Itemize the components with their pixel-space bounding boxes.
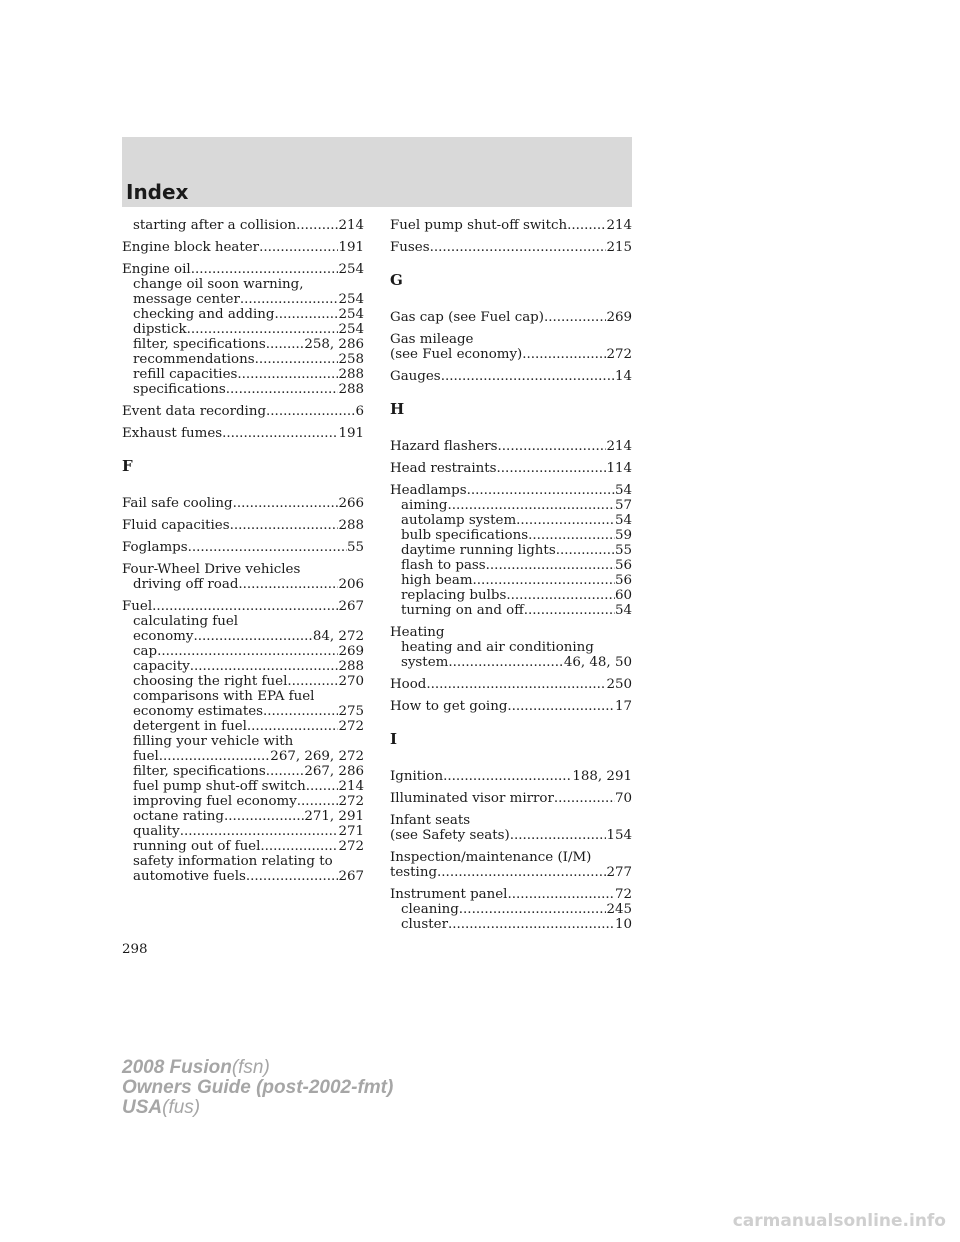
index-subentry <box>122 367 364 382</box>
index-heading <box>390 369 632 384</box>
entry-text: Gas cap (see Fuel cap) <box>390 310 544 325</box>
index-entry <box>390 439 632 454</box>
entry-text: (see Safety seats) <box>390 828 510 843</box>
index-entry <box>122 240 364 255</box>
entry-text: dipstick <box>133 322 187 337</box>
dot-leader <box>528 528 615 543</box>
page-reference[interactable]: 214 <box>606 439 632 454</box>
page-reference[interactable]: 272 <box>606 347 632 362</box>
dot-leader <box>437 865 606 880</box>
index-subentry <box>390 573 632 588</box>
dot-leader <box>152 599 338 614</box>
index-heading <box>122 518 364 533</box>
index-subentry <box>122 704 364 719</box>
page-reference[interactable]: 55 <box>346 540 364 555</box>
index-subentry <box>390 498 632 513</box>
footer-model-code: (fsn) <box>231 1057 270 1078</box>
entry-text: comparisons with EPA fuel <box>133 689 315 704</box>
index-column-left <box>122 218 364 891</box>
index-heading <box>122 240 364 255</box>
entry-text: high beam <box>401 573 473 588</box>
index-entry <box>122 599 364 884</box>
index-subentry <box>122 824 364 839</box>
page-reference[interactable]: 267, 286 <box>304 764 364 779</box>
entry-text: Gauges <box>390 369 441 384</box>
dot-leader <box>497 461 607 476</box>
page-number: 298 <box>122 942 148 957</box>
index-column-right <box>390 218 632 939</box>
index-section-letter: G <box>390 271 403 289</box>
page-reference[interactable]: 258 <box>338 352 364 367</box>
dot-leader <box>255 352 339 367</box>
footer <box>122 1058 393 1118</box>
index-heading <box>122 496 364 511</box>
watermark: carmanualsonline.info <box>732 1211 946 1231</box>
dot-leader <box>306 779 339 794</box>
index-heading <box>390 347 632 362</box>
index-subentry <box>122 659 364 674</box>
page-reference[interactable]: 188, 291 <box>572 769 632 784</box>
index-heading <box>390 218 632 233</box>
index-heading <box>390 461 632 476</box>
entry-text: improving fuel economy <box>133 794 297 809</box>
entry-text: Headlamps <box>390 483 467 498</box>
page-reference[interactable]: 245 <box>606 902 632 917</box>
page-reference[interactable]: 254 <box>338 322 364 337</box>
page-reference[interactable]: 275 <box>338 704 364 719</box>
dot-leader <box>448 655 564 670</box>
index-entry <box>390 483 632 618</box>
entry-text: bulb specifications <box>401 528 529 543</box>
entry-text: refill capacities <box>133 367 238 382</box>
index-entry <box>122 518 364 533</box>
page-reference[interactable]: 60 <box>614 588 632 603</box>
entry-text: detergent in fuel <box>133 719 247 734</box>
page-reference[interactable]: 46, 48, 50 <box>563 655 632 670</box>
footer-market: USA <box>122 1097 163 1118</box>
footer-line-3 <box>122 1098 393 1118</box>
page-reference[interactable]: 56 <box>614 558 632 573</box>
footer-line-2 <box>122 1078 393 1098</box>
entry-text: Fuel <box>122 599 153 614</box>
dot-leader <box>459 902 607 917</box>
dot-leader <box>448 917 615 932</box>
index-section-letter: I <box>390 730 398 748</box>
dot-leader <box>259 240 338 255</box>
dot-leader <box>266 404 355 419</box>
entry-text: octane rating <box>133 809 224 824</box>
page-reference[interactable]: 6 <box>355 404 364 419</box>
entry-text: daytime running lights <box>401 543 556 558</box>
page-reference[interactable]: 288 <box>338 659 364 674</box>
dot-leader <box>524 603 615 618</box>
index-entry <box>390 310 632 325</box>
dot-leader <box>556 543 615 558</box>
index-heading <box>390 625 632 640</box>
page-reference[interactable]: 269 <box>338 644 364 659</box>
index-subentry <box>122 764 364 779</box>
entry-text: Engine oil <box>122 262 191 277</box>
index-subentry <box>122 218 364 233</box>
footer-guide: Owners Guide (post-2002-fmt) <box>122 1077 394 1098</box>
dot-leader <box>240 292 339 307</box>
page-reference[interactable]: 270 <box>338 674 364 689</box>
index-subentry <box>390 543 632 558</box>
page-reference[interactable]: 55 <box>614 543 632 558</box>
entry-text: Hazard flashers <box>390 439 498 454</box>
dot-leader <box>297 794 339 809</box>
index-entry <box>390 791 632 806</box>
page-reference[interactable]: 267, 269, 272 <box>270 749 364 764</box>
dot-leader <box>180 824 339 839</box>
page-title: Index <box>126 180 189 204</box>
page-reference[interactable]: 272 <box>338 719 364 734</box>
entry-text: cluster <box>401 917 448 932</box>
entry-text: Head restraints <box>390 461 497 476</box>
index-heading <box>390 791 632 806</box>
index-entry <box>390 240 632 255</box>
entry-text: message center <box>133 292 240 307</box>
header-band <box>122 137 632 207</box>
page-reference[interactable]: 54 <box>614 603 632 618</box>
index-heading <box>122 404 364 419</box>
index-entry <box>390 461 632 476</box>
index-entry <box>390 625 632 670</box>
page-reference[interactable]: 272 <box>338 839 364 854</box>
dot-leader <box>247 719 339 734</box>
dot-leader <box>447 498 615 513</box>
index-entry <box>122 562 364 592</box>
entry-text: Engine block heater <box>122 240 260 255</box>
index-section-letter: F <box>122 457 133 475</box>
dot-leader <box>507 887 614 902</box>
footer-model: 2008 Fusion <box>122 1057 232 1078</box>
page-reference[interactable]: 154 <box>606 828 632 843</box>
dot-leader <box>246 869 339 884</box>
index-heading <box>122 599 364 614</box>
entry-text: economy estimates <box>133 704 264 719</box>
index-subentry <box>390 588 632 603</box>
entry-text: choosing the right fuel <box>133 674 288 689</box>
dot-leader <box>486 558 615 573</box>
index-heading <box>390 887 632 902</box>
footer-market-code: (fus) <box>162 1097 201 1118</box>
index-subentry <box>122 644 364 659</box>
dot-leader <box>193 629 312 644</box>
dot-leader <box>260 839 338 854</box>
page-reference[interactable]: 57 <box>614 498 632 513</box>
page-reference[interactable]: 254 <box>338 292 364 307</box>
page-reference[interactable]: 56 <box>614 573 632 588</box>
footer-line-1 <box>122 1058 393 1078</box>
index-subentry <box>390 655 632 670</box>
page-reference[interactable]: 54 <box>614 513 632 528</box>
index-subentry <box>122 577 364 592</box>
page-reference[interactable]: 272 <box>338 794 364 809</box>
entry-text: quality <box>133 824 180 839</box>
page-reference[interactable]: 14 <box>614 369 632 384</box>
index-subentry <box>122 629 364 644</box>
index-subentry <box>122 337 364 352</box>
page-reference[interactable]: 267 <box>338 869 364 884</box>
index-heading <box>122 426 364 441</box>
page-reference[interactable]: 206 <box>338 577 364 592</box>
page-reference[interactable]: 214 <box>606 218 632 233</box>
page-reference[interactable]: 288 <box>338 518 364 533</box>
dot-leader <box>191 262 339 277</box>
index-heading <box>390 769 632 784</box>
page-reference[interactable]: 258, 286 <box>304 337 364 352</box>
index-heading <box>390 310 632 325</box>
entry-text: economy <box>133 629 194 644</box>
entry-text: fuel pump shut-off switch <box>133 779 306 794</box>
dot-leader <box>157 644 338 659</box>
dot-leader <box>544 310 606 325</box>
index-heading <box>390 332 632 347</box>
index-entry <box>122 218 364 233</box>
index-subentry <box>122 734 364 749</box>
index-subentry <box>122 809 364 824</box>
entry-text: cap <box>133 644 158 659</box>
entry-text: driving off road <box>133 577 239 592</box>
dot-leader <box>522 347 606 362</box>
page-reference[interactable]: 267 <box>338 599 364 614</box>
entry-text: turning on and off <box>401 603 524 618</box>
dot-leader <box>238 577 338 592</box>
index-heading <box>390 677 632 692</box>
index-entry <box>390 769 632 784</box>
page-reference[interactable]: 254 <box>338 262 364 277</box>
entry-text: automotive fuels <box>133 869 246 884</box>
entry-text: heating and air conditioning <box>401 640 594 655</box>
entry-text: replacing bulbs <box>401 588 507 603</box>
page-reference[interactable]: 250 <box>606 677 632 692</box>
index-heading <box>122 540 364 555</box>
index-subentry <box>390 917 632 932</box>
page-reference[interactable]: 214 <box>338 779 364 794</box>
page-reference[interactable]: 191 <box>338 426 364 441</box>
entry-text: checking and adding <box>133 307 275 322</box>
index-entry <box>390 369 632 384</box>
entry-text: running out of fuel <box>133 839 261 854</box>
entry-text: Fail safe cooling <box>122 496 233 511</box>
index-heading <box>390 865 632 880</box>
dot-leader <box>430 240 607 255</box>
index-subentry <box>122 292 364 307</box>
index-entry <box>390 332 632 362</box>
entry-text: flash to pass <box>401 558 486 573</box>
dot-leader <box>296 218 338 233</box>
page-reference[interactable]: 114 <box>606 461 632 476</box>
entry-text: change oil soon warning, <box>133 277 304 292</box>
entry-text: calculating fuel <box>133 614 239 629</box>
index-subentry <box>122 322 364 337</box>
index-subentry <box>390 558 632 573</box>
dot-leader <box>159 749 271 764</box>
page-reference[interactable]: 266 <box>338 496 364 511</box>
page-reference[interactable]: 215 <box>606 240 632 255</box>
entry-text: starting after a collision <box>133 218 297 233</box>
index-heading <box>390 240 632 255</box>
index-heading <box>390 483 632 498</box>
page-reference[interactable]: 277 <box>606 865 632 880</box>
entry-text: Four-Wheel Drive vehicles <box>122 562 301 577</box>
index-entry <box>122 540 364 555</box>
index-entry <box>390 677 632 692</box>
entry-text: Foglamps <box>122 540 188 555</box>
index-subentry <box>390 513 632 528</box>
index-entry <box>122 426 364 441</box>
entry-text: Fuel pump shut-off switch <box>390 218 568 233</box>
index-subentry <box>122 719 364 734</box>
page-reference[interactable]: 59 <box>614 528 632 543</box>
entry-text: (see Fuel economy) <box>390 347 523 362</box>
index-entry <box>390 218 632 233</box>
entry-text: Fluid capacities <box>122 518 230 533</box>
index-subentry <box>390 603 632 618</box>
index-heading <box>122 562 364 577</box>
index-subentry <box>390 902 632 917</box>
index-heading <box>390 850 632 865</box>
index-subentry <box>390 528 632 543</box>
index-heading <box>390 439 632 454</box>
entry-text: Ignition <box>390 769 444 784</box>
page-reference[interactable]: 214 <box>338 218 364 233</box>
entry-text: recommendations <box>133 352 255 367</box>
entry-text: specifications <box>133 382 226 397</box>
entry-text: Event data recording <box>122 404 267 419</box>
entry-text: Gas mileage <box>390 332 474 347</box>
dot-leader <box>467 483 615 498</box>
page-reference[interactable]: 72 <box>614 887 632 902</box>
page-reference[interactable]: 10 <box>614 917 632 932</box>
index-subentry <box>122 382 364 397</box>
index-entry <box>122 496 364 511</box>
entry-text: filter, specifications <box>133 337 266 352</box>
index-heading <box>390 699 632 714</box>
index-subentry <box>122 689 364 704</box>
dot-leader <box>263 704 338 719</box>
page-reference[interactable]: 271 <box>338 824 364 839</box>
dot-leader <box>506 588 615 603</box>
entry-text: Hood <box>390 677 427 692</box>
index-subentry <box>122 839 364 854</box>
entry-text: filter, specifications <box>133 764 266 779</box>
entry-text: system <box>401 655 449 670</box>
dot-leader <box>510 828 607 843</box>
entry-text: Exhaust fumes <box>122 426 223 441</box>
entry-text: aiming <box>401 498 448 513</box>
entry-text: Heating <box>390 625 445 640</box>
dot-leader <box>237 367 338 382</box>
entry-text: autolamp system <box>401 513 517 528</box>
page-reference[interactable]: 54 <box>614 483 632 498</box>
index-subentry <box>122 854 364 869</box>
page-reference[interactable]: 191 <box>338 240 364 255</box>
entry-text: Inspection/maintenance (I/M) <box>390 850 592 865</box>
dot-leader <box>554 791 615 806</box>
dot-leader <box>516 513 615 528</box>
index-heading <box>390 828 632 843</box>
index-subentry <box>122 869 364 884</box>
dot-leader <box>567 218 606 233</box>
entry-text: fuel <box>133 749 159 764</box>
page-reference[interactable]: 84, 272 <box>312 629 364 644</box>
entry-text: testing <box>390 865 438 880</box>
dot-leader <box>426 677 606 692</box>
dot-leader <box>498 439 607 454</box>
entry-text: Illuminated visor mirror <box>390 791 554 806</box>
index-subentry <box>122 749 364 764</box>
dot-leader <box>233 496 339 511</box>
dot-leader <box>287 674 338 689</box>
index-heading <box>122 262 364 277</box>
entry-text: filling your vehicle with <box>133 734 294 749</box>
index-subentry <box>122 277 364 292</box>
index-subentry <box>390 640 632 655</box>
dot-leader <box>266 337 305 352</box>
index-heading <box>390 813 632 828</box>
entry-text: How to get going <box>390 699 508 714</box>
dot-leader <box>224 809 304 824</box>
index-subentry <box>122 352 364 367</box>
index-entry <box>390 887 632 932</box>
dot-leader <box>443 769 572 784</box>
index-section-letter: H <box>390 400 405 418</box>
index-entry <box>390 850 632 880</box>
page-reference[interactable]: 288 <box>338 382 364 397</box>
page-reference[interactable]: 254 <box>338 307 364 322</box>
dot-leader <box>266 764 305 779</box>
dot-leader <box>441 369 615 384</box>
index-entry <box>122 404 364 419</box>
index-subentry <box>122 794 364 809</box>
index-entry <box>390 813 632 843</box>
dot-leader <box>230 518 339 533</box>
page-reference[interactable]: 17 <box>614 699 632 714</box>
page-reference[interactable]: 269 <box>606 310 632 325</box>
dot-leader <box>226 382 339 397</box>
dot-leader <box>507 699 615 714</box>
entry-text: safety information relating to <box>133 854 333 869</box>
entry-text: Instrument panel <box>390 887 508 902</box>
index-subentry <box>122 674 364 689</box>
index-entry <box>122 262 364 397</box>
index-subentry <box>122 779 364 794</box>
index-entry <box>390 699 632 714</box>
entry-text: capacity <box>133 659 190 674</box>
dot-leader <box>190 659 339 674</box>
entry-text: Infant seats <box>390 813 471 828</box>
dot-leader <box>274 307 338 322</box>
page-reference[interactable]: 271, 291 <box>304 809 364 824</box>
dot-leader <box>222 426 338 441</box>
entry-text: Fuses <box>390 240 430 255</box>
index-subentry <box>122 307 364 322</box>
page-reference[interactable]: 70 <box>614 791 632 806</box>
entry-text: cleaning <box>401 902 459 917</box>
index-subentry <box>122 614 364 629</box>
dot-leader <box>473 573 615 588</box>
dot-leader <box>188 540 347 555</box>
page-reference[interactable]: 288 <box>338 367 364 382</box>
dot-leader <box>187 322 339 337</box>
